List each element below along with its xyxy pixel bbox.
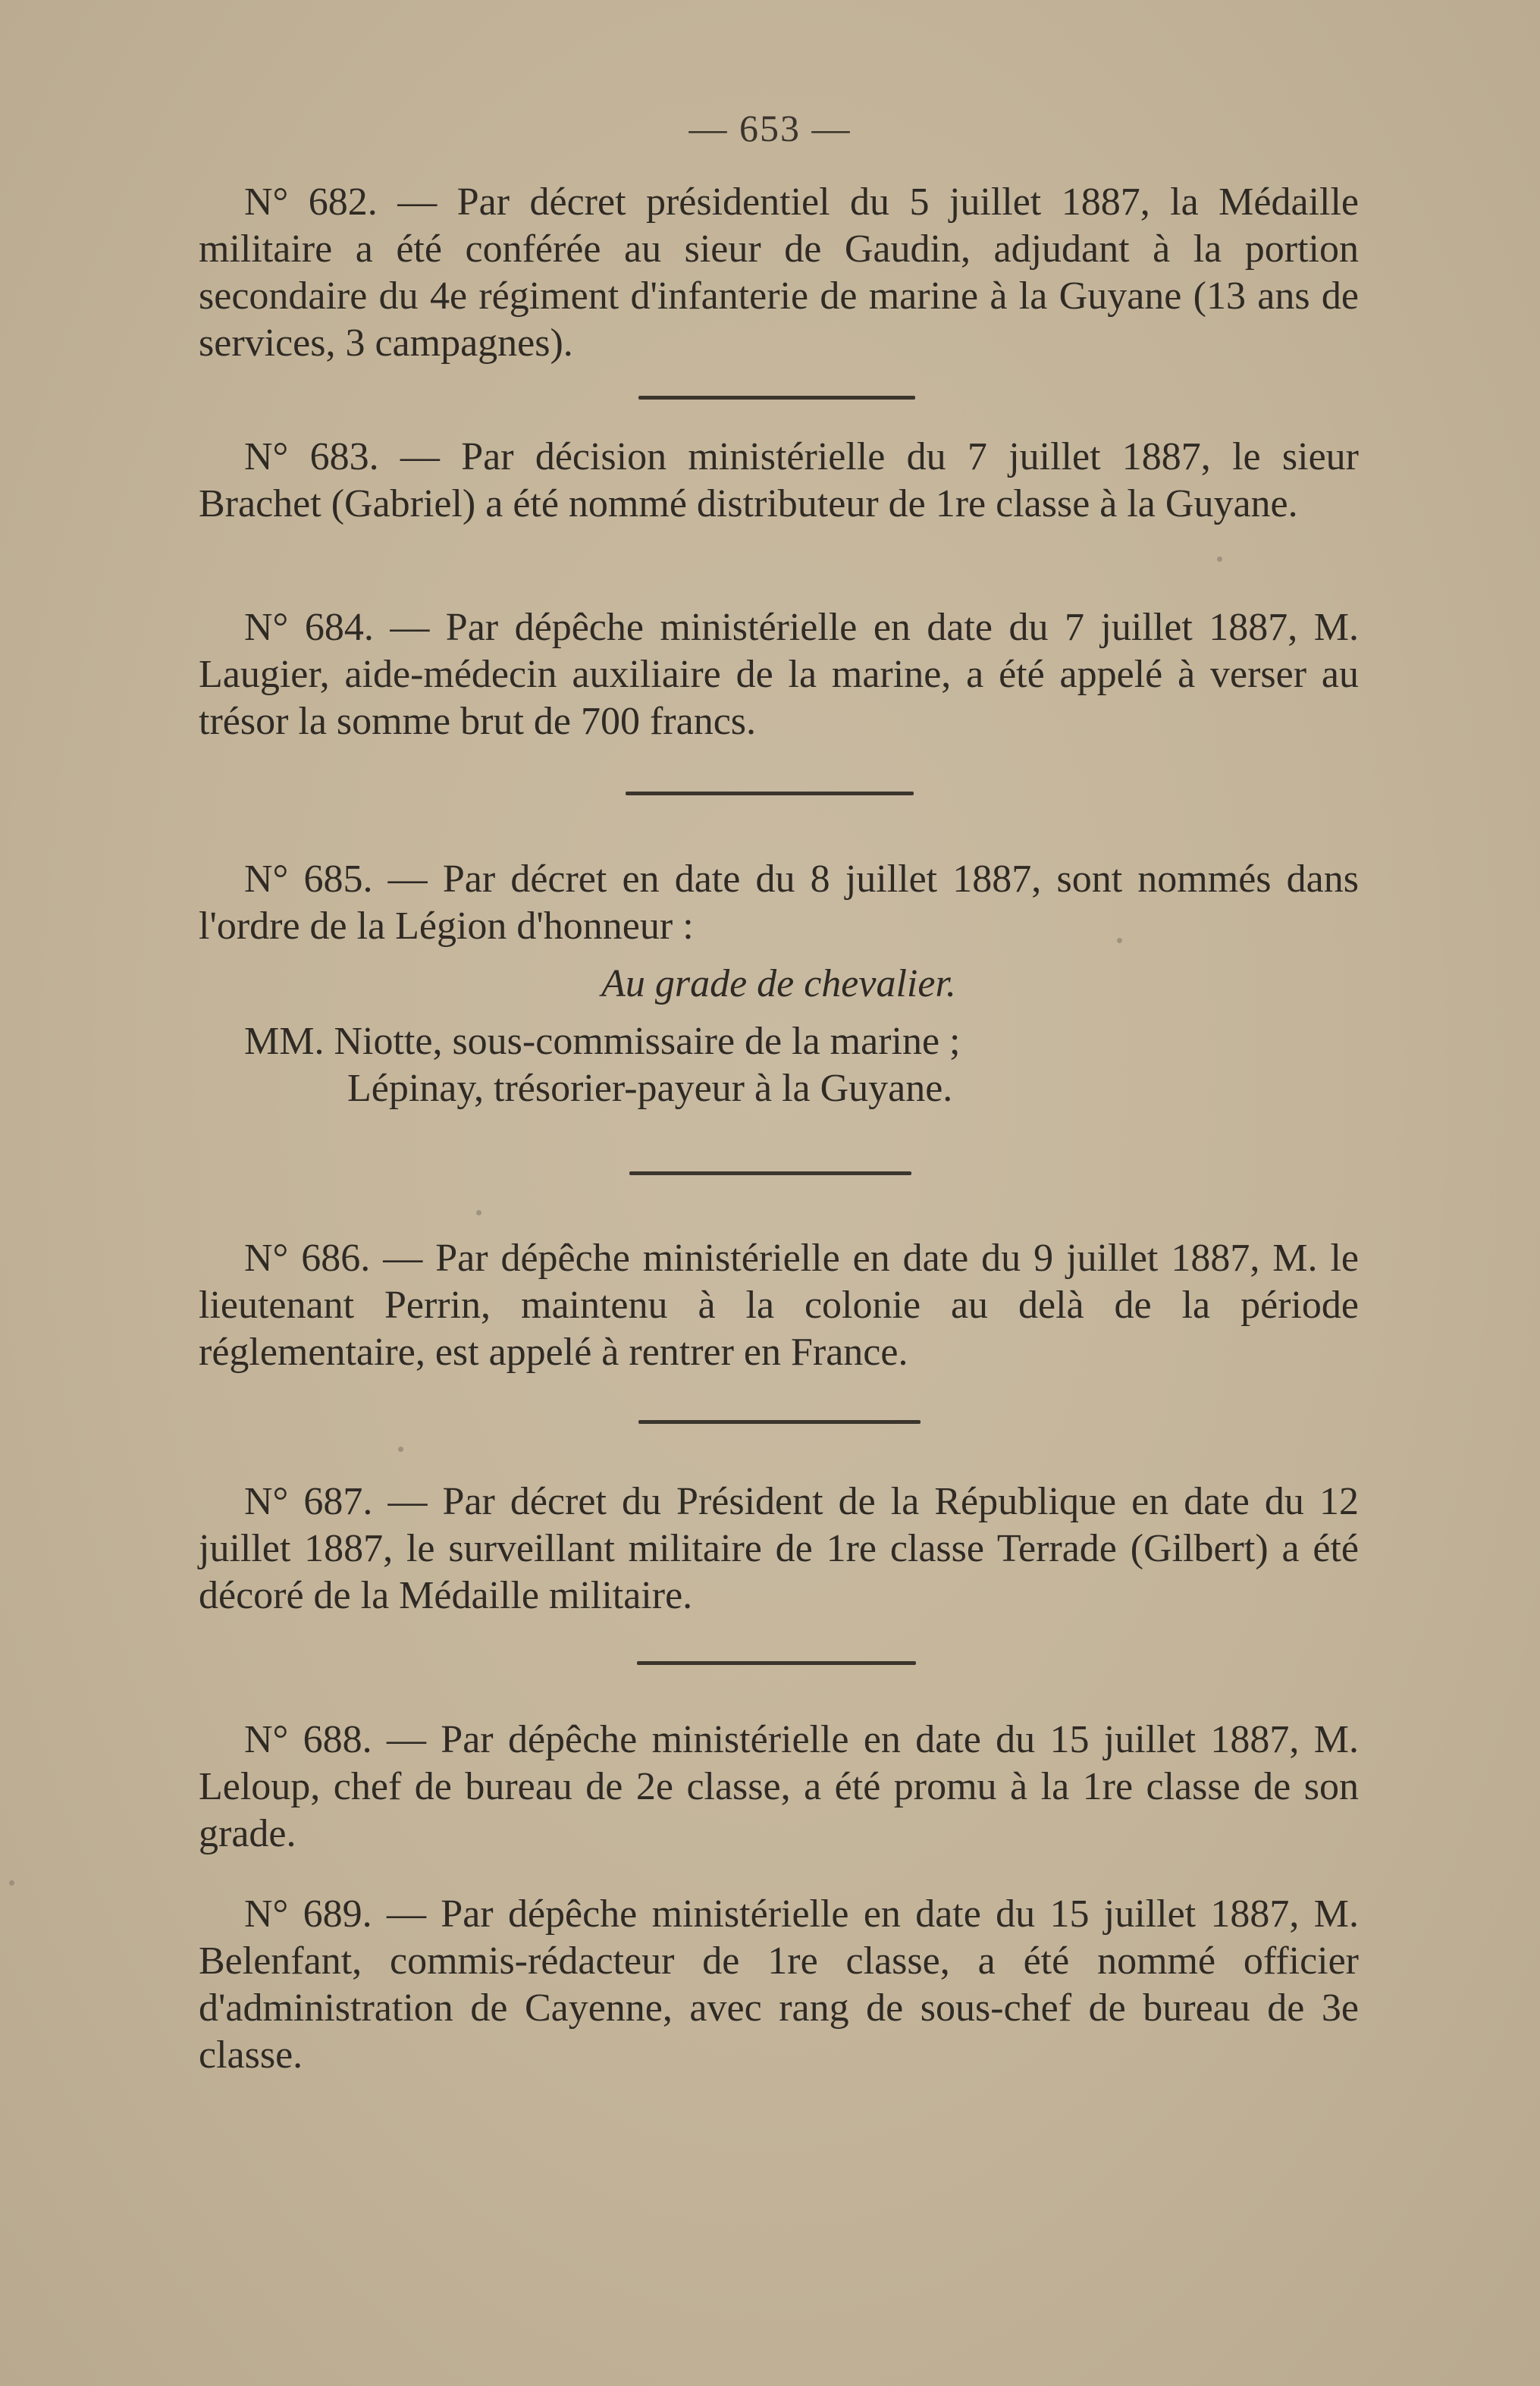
separator-rule [629, 1171, 911, 1175]
entry-text: N° 683. — Par décision ministérielle du 7 juillet 1887, le sieur Brachet (Gabriel) a été nommé distributeur de 1re classe à la Guyane. [199, 435, 1359, 525]
separator-rule [626, 792, 914, 795]
entry-text: N° 685. — Par décret en date du 8 juillet 1887, sont nommés dans l'ordre de la Légion d'honneur : [199, 858, 1359, 948]
nominee-line: MM. Niotte, sous-commissaire de la marine ; [244, 1020, 961, 1063]
paper-speck [9, 1880, 14, 1886]
grade-heading: Au grade de chevalier. [601, 962, 956, 1005]
paper-speck [398, 1447, 403, 1452]
separator-rule [637, 1661, 916, 1665]
entry-689 [199, 1891, 1359, 2079]
entry-683 [199, 434, 1359, 528]
entry-682 [199, 179, 1359, 367]
entry-text: N° 689. — Par dépêche ministérielle en date du 15 juillet 1887, M. Belenfant, commis-rédacteur de 1re classe, a été nommé officier d'administration de Cayenne, avec rang de sous-chef de bureau de 3e classe. [199, 1892, 1359, 2077]
entry-text: N° 686. — Par dépêche ministérielle en date du 9 juillet 1887, M. le lieutenant Perrin, maintenu à la colonie au delà de la période réglementaire, est appelé à rentrer en France. [199, 1237, 1359, 1374]
entry-text: N° 687. — Par décret du Président de la République en date du 12 juillet 1887, le surveillant militaire de 1re classe Terrade (Gilbert) a été décoré de la Médaille militaire. [199, 1480, 1359, 1617]
paper-speck [476, 1210, 481, 1215]
paper-speck [1217, 557, 1222, 562]
entry-686 [199, 1235, 1359, 1376]
separator-rule [638, 396, 915, 400]
entry-text: N° 682. — Par décret présidentiel du 5 juillet 1887, la Médaille militaire a été conférée au sieur de Gaudin, adjudant à la portion secondaire du 4e régiment d'infanterie de marine à la Guyane (13 ans de services, 3 campagnes). [199, 180, 1359, 365]
nominee-line: Lépinay, trésorier-payeur à la Guyane. [347, 1067, 953, 1110]
entry-text: N° 684. — Par dépêche ministérielle en date du 7 juillet 1887, M. Laugier, aide-médecin auxiliaire de la marine, a été appelé à verser au trésor la somme brut de 700 francs. [199, 606, 1359, 743]
entry-684 [199, 604, 1359, 745]
page-number: — 653 — [688, 107, 852, 149]
entry-685 [199, 856, 1359, 1112]
entry-text: N° 688. — Par dépêche ministérielle en date du 15 juillet 1887, M. Leloup, chef de bureau de 2e classe, a été promu à la 1re classe de son grade. [199, 1718, 1359, 1855]
entry-688 [199, 1717, 1359, 1858]
paper-speck [1117, 938, 1122, 943]
separator-rule [638, 1420, 921, 1424]
entry-687 [199, 1478, 1359, 1619]
